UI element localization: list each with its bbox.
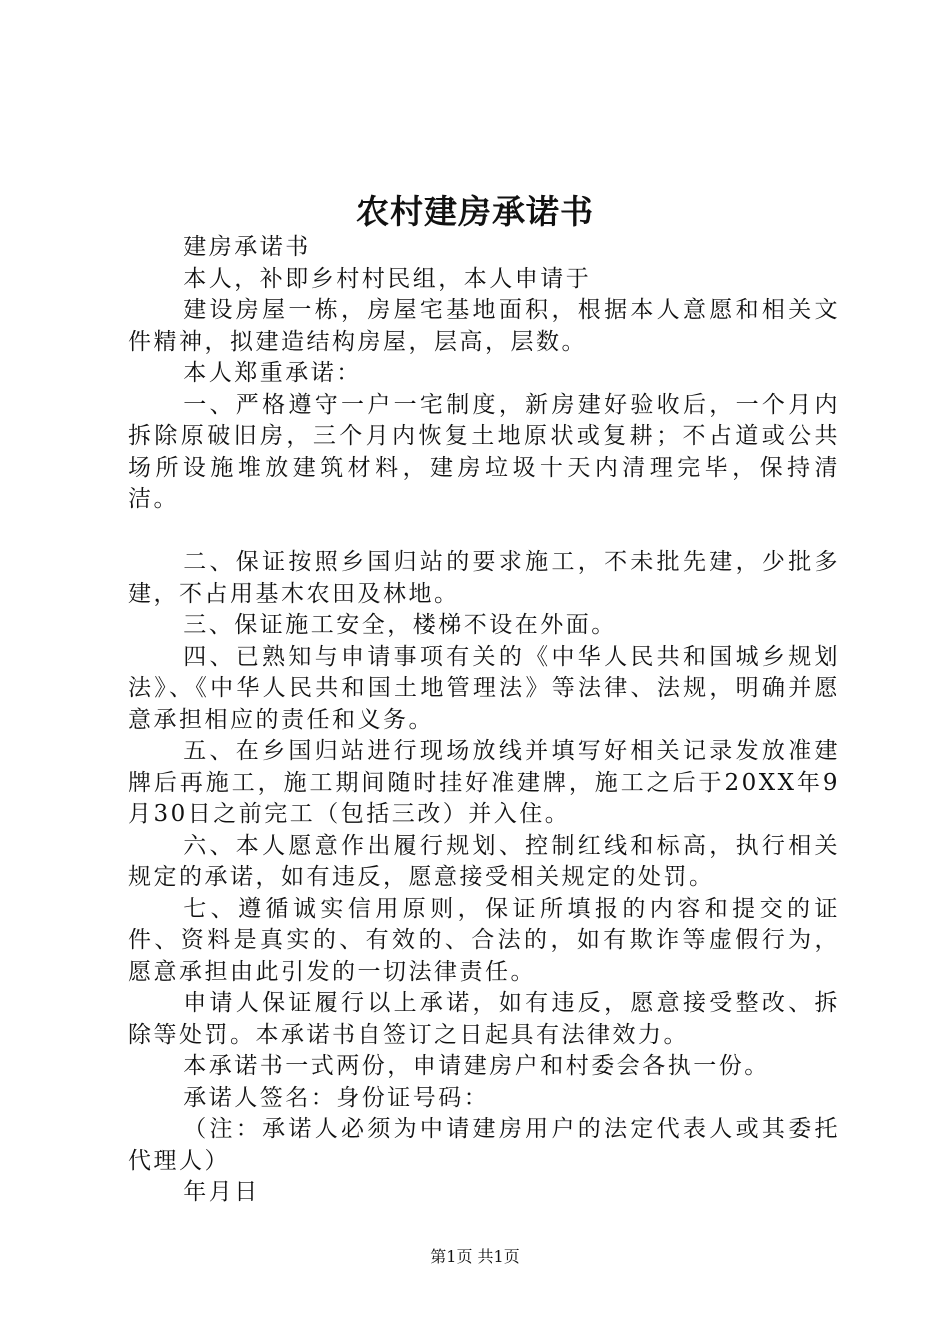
paragraph-pledge-intro: 本人郑重承诺： — [183, 360, 362, 386]
paragraph-heading: 建房承诺书 — [183, 234, 311, 260]
paragraph-pledge-6: 六、本人愿意作出履行规划、控制红线和标高，执行相关规定的承诺，如有违反，愿意接受相关规定的处罚。 — [128, 832, 840, 890]
paragraph-date: 年月日 — [183, 1179, 260, 1205]
paragraph-pledge-1: 一、严格遵守一户一宅制度，新房建好验收后，一个月内拆除原破旧房，三个月内恢复土地原状或复耕；不占道或公共场所设施堆放建筑材料，建房垃圾十天内清理完毕，保持清洁。 — [128, 391, 840, 512]
paragraph-pledge-5: 五、在乡国归站进行现场放线并填写好相关记录发放准建牌后再施工，施工期间随时挂好准建牌，施工之后于20XX年9月30日之前完工（包括三改）并入住。 — [128, 738, 840, 827]
paragraph-signature: 承诺人签名：身份证号码： — [183, 1084, 490, 1111]
paragraph-pledge-3: 三、保证施工安全，楼梯不设在外面。 — [183, 612, 617, 638]
paragraph-pledge-2: 二、保证按照乡国归站的要求施工，不未批先建，少批多建，不占用基木农田及林地。 — [128, 549, 840, 607]
paragraph-applicant: 本人，补即乡村村民组，本人申请于 — [183, 265, 592, 292]
paragraph-note: （注：承诺人必须为中请建房用户的法定代表人或其委托代理人） — [128, 1116, 840, 1174]
paragraph-pledge-7: 七、遵循诚实信用原则，保证所填报的内容和提交的证件、资料是真实的、有效的、合法的，如有欺诈等虚假行为，愿意承担由此引发的一切法律责任。 — [128, 895, 840, 985]
paragraph-pledge-4: 四、已熟知与申请事项有关的《中华人民共和国城乡规划法》、《中华人民共和国土地管理法》等法律、法规，明确并愿意承担相应的责任和义务。 — [128, 643, 840, 733]
paragraph-building-info: 建设房屋一栋，房屋宅基地面积，根据本人意愿和相关文件精神，拟建造结构房屋，层高，层数。 — [128, 297, 840, 355]
document-body — [128, 232, 840, 1209]
paragraph-guarantee: 申请人保证履行以上承诺，如有违反，愿意接受整改、拆除等处罚。本承诺书自签订之日起具有法律效力。 — [128, 990, 840, 1048]
paragraph-copies: 本承诺书一式两份，申请建房户和村委会各执一份。 — [183, 1053, 770, 1079]
document-title: 农村建房承诺书 — [356, 192, 594, 231]
page-footer: 第1页 共1页 — [430, 1247, 520, 1266]
